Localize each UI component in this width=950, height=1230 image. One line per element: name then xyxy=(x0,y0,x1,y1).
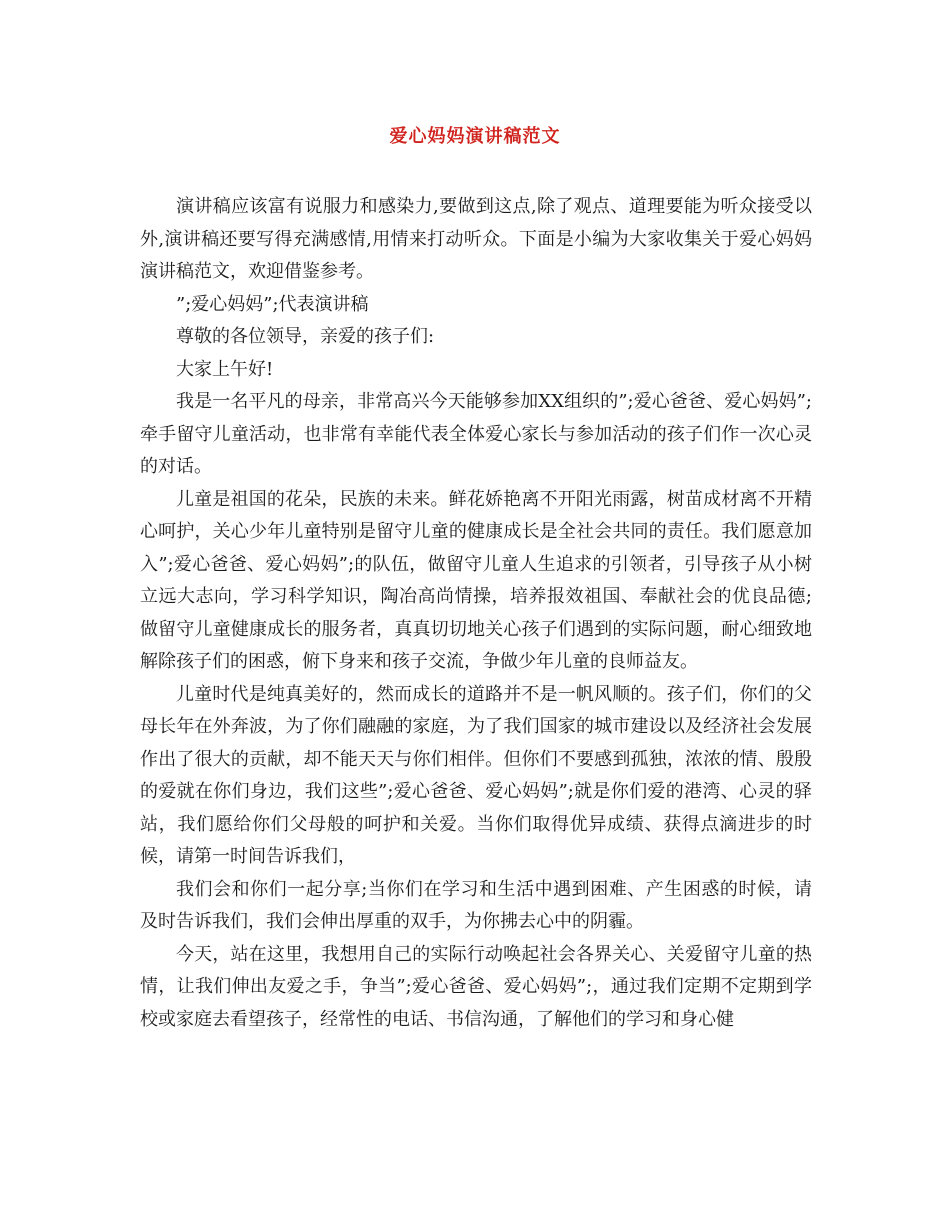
document-body xyxy=(140,191,812,1036)
paragraph: ”;爱心妈妈”;代表演讲稿 xyxy=(176,293,369,315)
paragraph: 演讲稿应该富有说服力和感染力,要做到这点,除了观点、道理要能为听众接受以外,演讲稿还要写得充满感情,用情来打动听众。下面是小编为大家收集关于爱心妈妈演讲稿范文，欢迎借鉴参考。 xyxy=(140,196,812,282)
paragraph: 儿童时代是纯真美好的，然而成长的道路并不是一帆风顺的。孩子们，你们的父母长年在外奔波，为了你们融融的家庭，为了我们国家的城市建设以及经济社会发展作出了很大的贡献，却不能天天与你们相伴。但你们不要感到孤独，浓浓的情、殷殷的爱就在你们身边，我们这些”;爱心爸爸、爱心妈妈”;就是你们爱的港湾、心灵的驿站，我们愿给你们父母般的呵护和关爱。当你们取得优异成绩、获得点滴进步的时候，请第一时间告诉我们， xyxy=(140,683,812,867)
paragraph: 大家上午好! xyxy=(176,358,274,380)
document-title: 爱心妈妈演讲稿范文 xyxy=(389,126,561,147)
paragraph: 今天，站在这里，我想用自己的实际行动唤起社会各界关心、关爱留守儿童的热情，让我们伸出友爱之手，争当”;爱心爸爸、爱心妈妈”;，通过我们定期不定期到学校或家庭去看望孩子，经常性的电话、书信沟通，了解他们的学习和身心健 xyxy=(140,943,812,1030)
paragraph: 尊敬的各位领导，亲爱的孩子们: xyxy=(176,326,435,347)
paragraph: 我是一名平凡的母亲，非常高兴今天能够参加XX组织的”;爱心爸爸、爱心妈妈”;牵手留守儿童活动，也非常有幸能代表全体爱心家长与参加活动的孩子们作一次心灵的对话。 xyxy=(140,391,812,477)
paragraph: 我们会和你们一起分享;当你们在学习和生活中遇到困难、产生困惑的时候，请及时告诉我们，我们会伸出厚重的双手，为你拂去心中的阴霾。 xyxy=(140,878,812,932)
paragraph: 儿童是祖国的花朵，民族的未来。鲜花娇艳离不开阳光雨露，树苗成材离不开精心呵护，关心少年儿童特别是留守儿童的健康成长是全社会共同的责任。我们愿意加入”;爱心爸爸、爱心妈妈”;的队伍，做留守儿童人生追求的引领者，引导孩子从小树立远大志向，学习科学知识，陶冶高尚情操，培养报效祖国、奉献社会的优良品德;做留守儿童健康成长的服务者，真真切切地关心孩子们遇到的实际问题，耐心细致地解除孩子们的困惑，俯下身来和孩子交流，争做少年儿童的良师益友。 xyxy=(140,488,812,672)
